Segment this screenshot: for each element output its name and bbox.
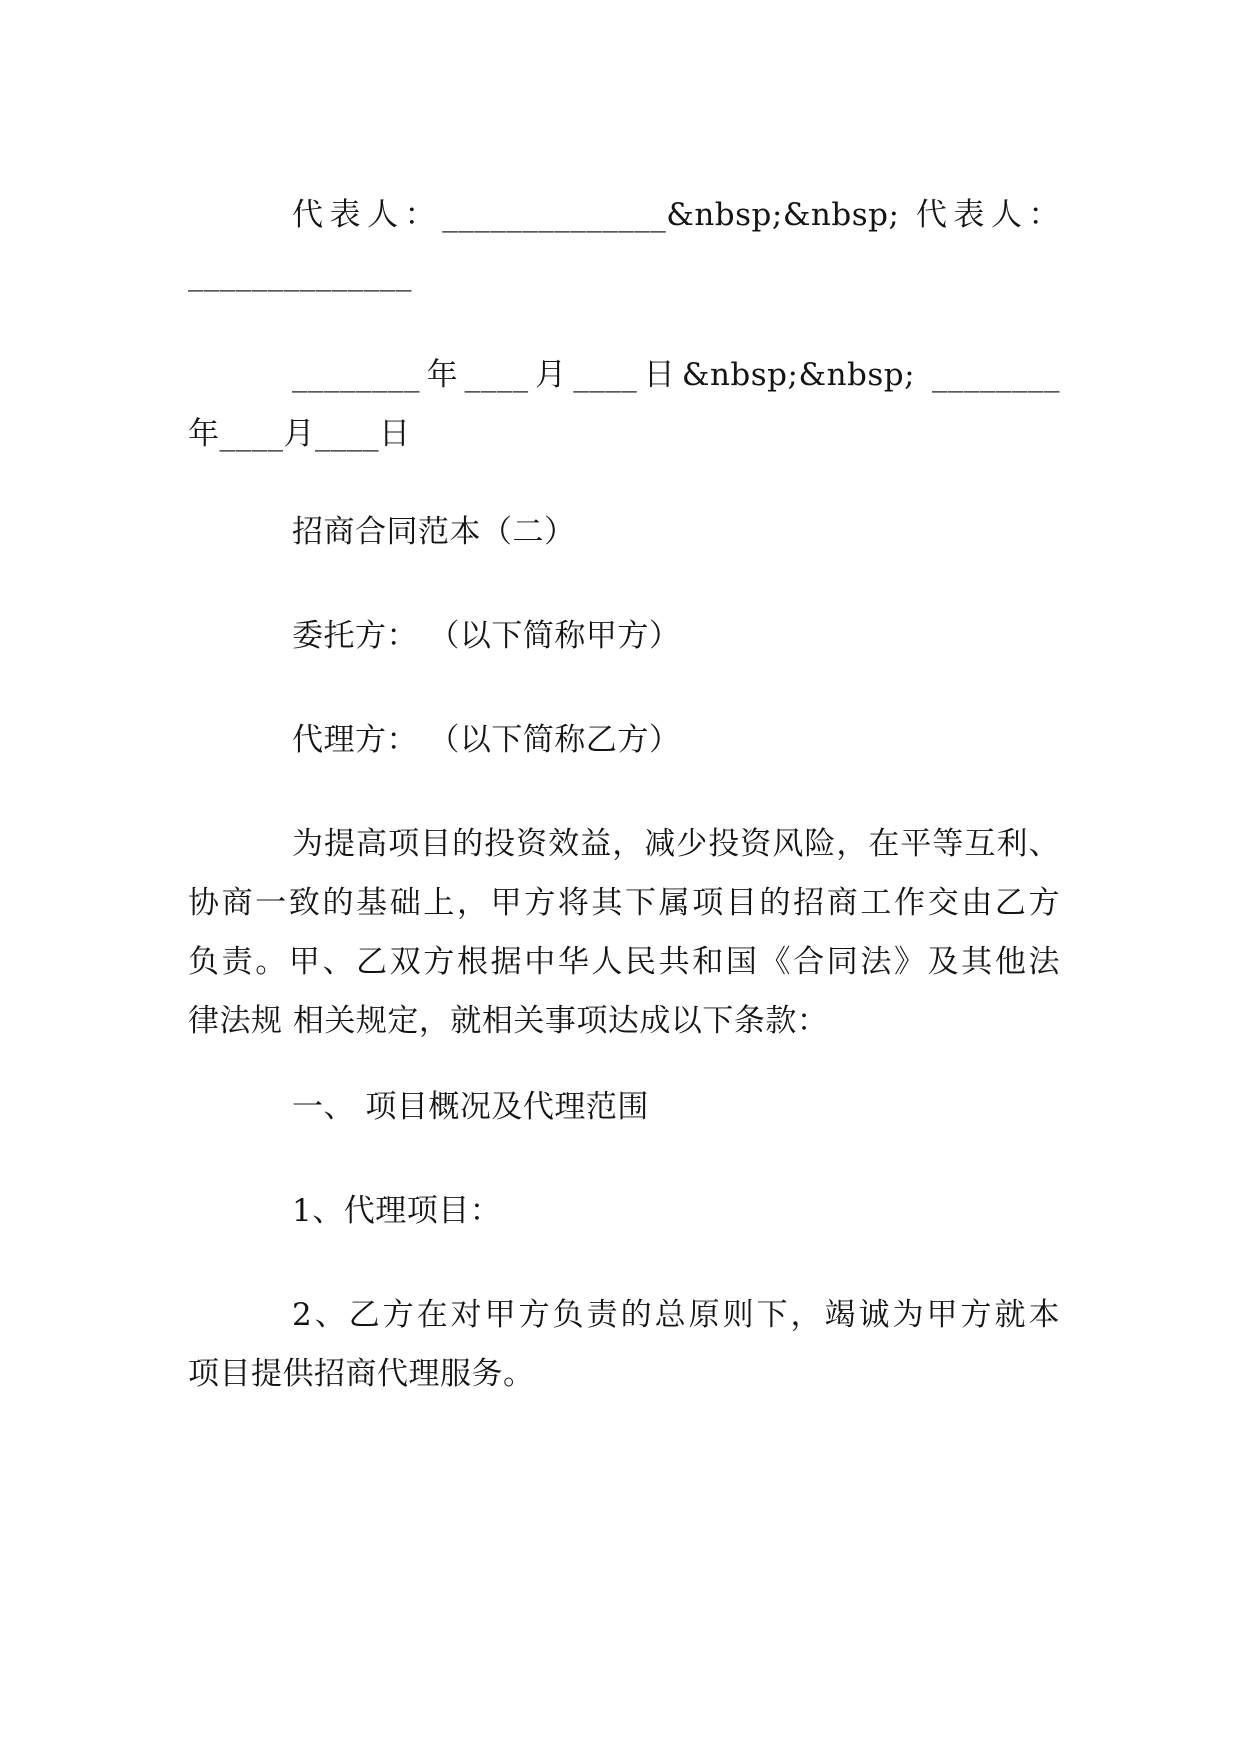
- clause-2: [188, 1286, 1060, 1404]
- section-1-heading: [188, 1078, 1060, 1137]
- preamble-line-1: 为提高项目的投资效益，减少投资风险，在平等互利、: [292, 826, 1060, 862]
- contract-title-text: 招商合同范本（二）: [292, 514, 576, 550]
- clause-2-line-2: 项目提供招商代理服务。: [188, 1356, 535, 1392]
- clause-2-line-1: 2、乙方在对甲方负责的总原则下，竭诚为甲方就本: [292, 1297, 1060, 1333]
- preamble-paragraph: [188, 815, 1060, 1051]
- preamble-line-3: 负责。甲、乙双方根据中华人民共和国《合同法》及其他法: [188, 944, 1060, 980]
- section-1-heading-text: 一、 项目概况及代理范围: [292, 1089, 649, 1125]
- date-line-2: 年____月____日: [188, 416, 411, 452]
- date-line: [188, 346, 1060, 464]
- party-a-text: 委托方： （以下简称甲方）: [292, 618, 681, 654]
- party-b-text: 代理方： （以下简称乙方）: [292, 722, 681, 758]
- date-line-1: ________年____月____日&nbsp;&nbsp; ________: [292, 357, 1060, 393]
- clause-1-text: 1、代理项目：: [292, 1193, 502, 1229]
- preamble-line-4: 律法规 相关规定，就相关事项达成以下条款：: [188, 1003, 829, 1039]
- party-b-line: [188, 711, 1060, 770]
- signature-line-2: ______________: [188, 256, 412, 292]
- clause-1: [188, 1182, 1060, 1241]
- party-a-line: [188, 607, 1060, 666]
- contract-title: [188, 503, 1060, 562]
- signature-line-1: 代表人：______________&nbsp;&nbsp; 代表人：: [292, 197, 1060, 233]
- preamble-line-2: 协商一致的基础上，甲方将其下属项目的招商工作交由乙方: [188, 885, 1060, 921]
- signature-line: [188, 186, 1060, 304]
